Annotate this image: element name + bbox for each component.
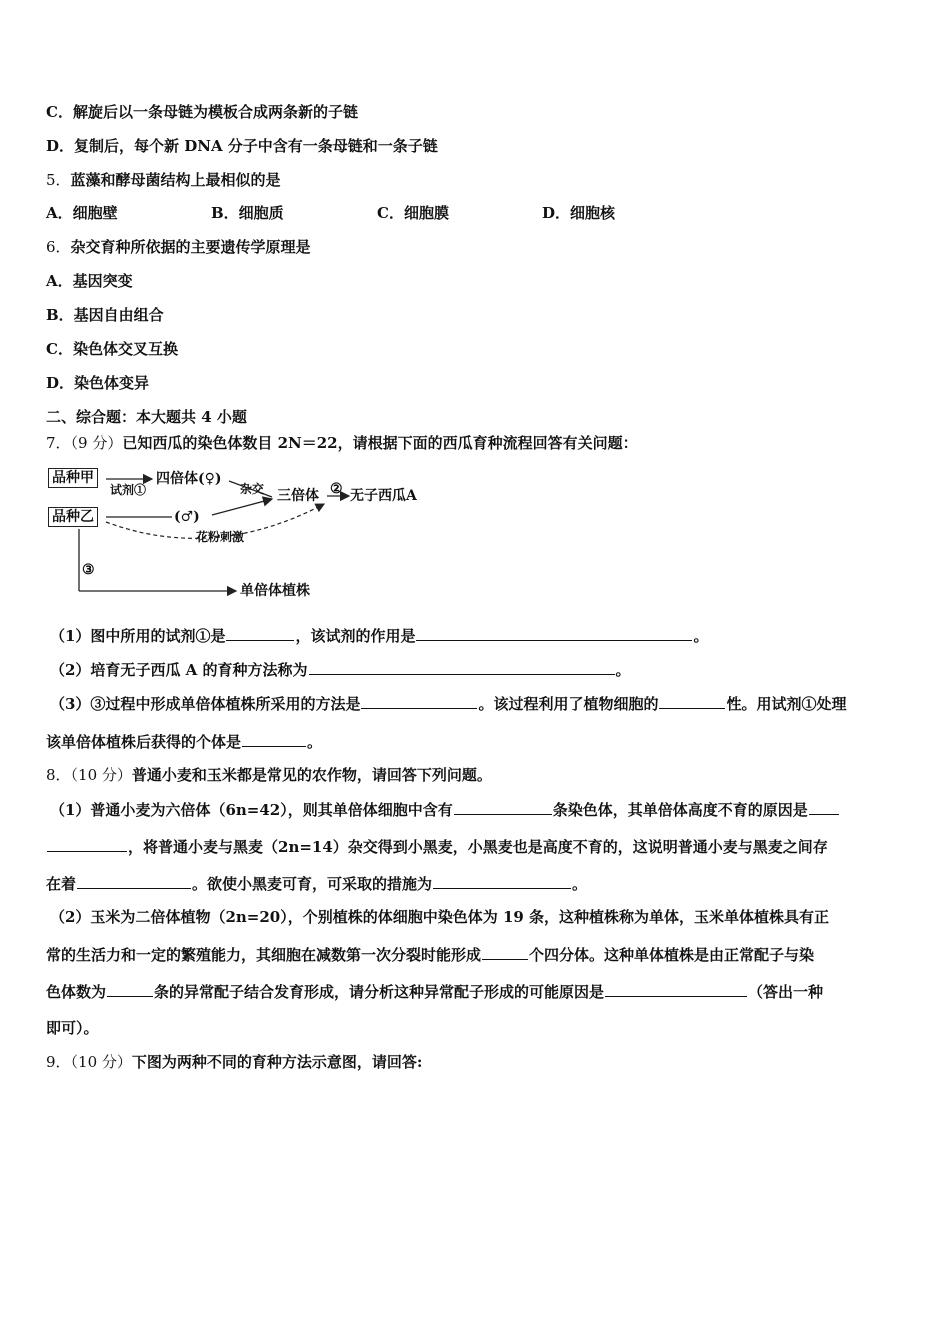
q8-s2-text-b: 常的生活力和一定的繁殖能力，其细胞在减数第一次分裂时能形成 [46, 946, 482, 964]
q7-stem [46, 433, 638, 453]
variety-a-box: 品种甲 [48, 468, 98, 488]
q6-option-d: D．染色体变异 [46, 374, 150, 392]
answer-blank[interactable] [482, 944, 528, 960]
q7-sub2-text-a: （2）培育无子西瓜 A 的育种方法称为 [50, 661, 308, 679]
tetraploid-label: 四倍体(♀) [156, 471, 222, 487]
q8-s2-text-e: 条的异常配子结合发育形成，请分析这种异常配子形成的可能原因是 [154, 983, 605, 1001]
step3-label: ③ [82, 562, 95, 578]
q7-number: 7． [46, 434, 71, 452]
q8-s1-text-a: （1）普通小麦为六倍体（6n=42），则其单倍体细胞中含有 [50, 801, 453, 819]
q5-number: 5． [46, 171, 71, 189]
male-label: (♂) [174, 509, 200, 525]
cross-label: 杂交 [240, 482, 265, 496]
q8-sub2-line3 [46, 981, 823, 1002]
q8-s1-text-c: ，将普通小麦与黑麦（2n=14）杂交得到小黑麦，小黑麦也是高度不育的，这说明普通小麦与黑麦之间存 [128, 838, 828, 856]
q8-s1-text-d: 在着 [46, 875, 77, 893]
q8-sub1-line3 [46, 873, 587, 894]
q6-stem-text: 杂交育种所依据的主要遗传学原理是 [70, 238, 311, 256]
q7-sub3-text-d: 该单倍体植株后获得的个体是 [46, 733, 242, 751]
step2-label: ② [330, 481, 343, 497]
q8-s2-text-d: 色体数为 [46, 983, 107, 1001]
q6-option-b: B．基因自由组合 [46, 306, 164, 324]
q9-stem [46, 1052, 422, 1072]
q8-s1-text-e: 。欲使小黑麦可育，可采取的措施为 [192, 875, 433, 893]
q8-s1-text-b: 条染色体，其单倍体高度不育的原因是 [552, 801, 808, 819]
seedless-label: 无子西瓜A [350, 488, 417, 504]
q6-option-a: A．基因突变 [46, 272, 133, 290]
q8-stem-text: 普通小麦和玉米都是常见的农作物，请回答下列问题。 [131, 766, 492, 784]
q8-stem [46, 765, 492, 785]
q8-s2-text-c: 个四分体。这种单体植株是由正常配子与染 [529, 946, 815, 964]
q8-number: 8． [46, 766, 71, 784]
answer-blank[interactable] [107, 981, 153, 997]
reagent-label: 试剂① [110, 483, 147, 497]
q7-score: （9 分） [70, 434, 123, 452]
q6-option-c: C．染色体交叉互换 [46, 340, 178, 358]
q8-sub1-line2 [46, 836, 828, 857]
answer-blank[interactable] [605, 981, 747, 997]
q6-number: 6． [46, 238, 71, 256]
answer-blank[interactable] [47, 836, 127, 852]
q5-option-c: C．细胞膜 [377, 204, 449, 222]
section-title: 二、综合题：本大题共 4 小题 [46, 408, 247, 426]
q9-number: 9． [46, 1053, 71, 1071]
q7-sub3-text-c: 性。用试剂①处理 [726, 695, 847, 713]
q8-score: （10 分） [70, 766, 132, 784]
q8-sub1-line1 [50, 799, 840, 820]
answer-blank[interactable] [809, 799, 839, 815]
answer-blank[interactable] [416, 625, 692, 641]
triploid-label: 三倍体 [277, 488, 319, 504]
answer-blank[interactable] [242, 731, 306, 747]
q7-sub3-cont [46, 731, 322, 752]
q4-option-d: D．复制后，每个新 DNA 分子中含有一条母链和一条子链 [46, 137, 438, 155]
q7-sub1-text-a: （1）图中所用的试剂①是 [50, 627, 226, 645]
q7-sub1-text-c: 。 [693, 627, 709, 645]
breeding-flow-diagram [44, 462, 464, 602]
q7-sub3-text-b: 。该过程利用了植物细胞的 [478, 695, 659, 713]
q6-stem [46, 237, 311, 257]
q5-stem [46, 170, 281, 190]
q8-s1-text-f: 。 [572, 875, 588, 893]
answer-blank[interactable] [361, 693, 477, 709]
q7-sub2-text-b: 。 [615, 661, 631, 679]
answer-blank[interactable] [433, 873, 571, 889]
answer-blank[interactable] [659, 693, 725, 709]
pollen-label: 花粉刺激 [196, 530, 245, 544]
q8-sub2-line2 [46, 944, 814, 965]
q4-option-c: C．解旋后以一条母链为模板合成两条新的子链 [46, 103, 358, 121]
q7-sub3-text-a: （3）③过程中形成单倍体植株所采用的方法是 [50, 695, 361, 713]
answer-blank[interactable] [226, 625, 294, 641]
q5-option-d: D．细胞核 [542, 204, 616, 222]
q5-option-b: B．细胞质 [211, 204, 284, 222]
answer-blank[interactable] [309, 659, 615, 675]
answer-blank[interactable] [77, 873, 191, 889]
q7-sub1 [50, 625, 708, 646]
q9-stem-text: 下图为两种不同的育种方法示意图，请回答: [131, 1053, 423, 1071]
arrow-male-to-triploid [212, 499, 272, 515]
q8-sub2-line1: （2）玉米为二倍体植物（2n=20），个别植株的体细胞中染色体为 19 条，这种植株称为单体，玉米单体植株具有正 [50, 908, 830, 926]
q7-stem-text: 已知西瓜的染色体数目 2N＝22，请根据下面的西瓜育种流程回答有关问题： [122, 434, 638, 452]
haploid-label: 单倍体植株 [240, 583, 310, 599]
q7-sub3-text-e: 。 [307, 733, 323, 751]
answer-blank[interactable] [454, 799, 552, 815]
q8-sub2-line4: 即可）。 [46, 1019, 99, 1037]
q5-stem-text: 蓝藻和酵母菌结构上最相似的是 [70, 171, 281, 189]
variety-b-box: 品种乙 [48, 507, 98, 527]
q7-sub3 [50, 693, 846, 714]
q9-score: （10 分） [70, 1053, 132, 1071]
q5-option-a: A．细胞壁 [46, 204, 118, 222]
q8-s2-text-f: （答出一种 [748, 983, 824, 1001]
q7-sub2 [50, 659, 631, 680]
q7-sub1-text-b: ，该试剂的作用是 [295, 627, 416, 645]
